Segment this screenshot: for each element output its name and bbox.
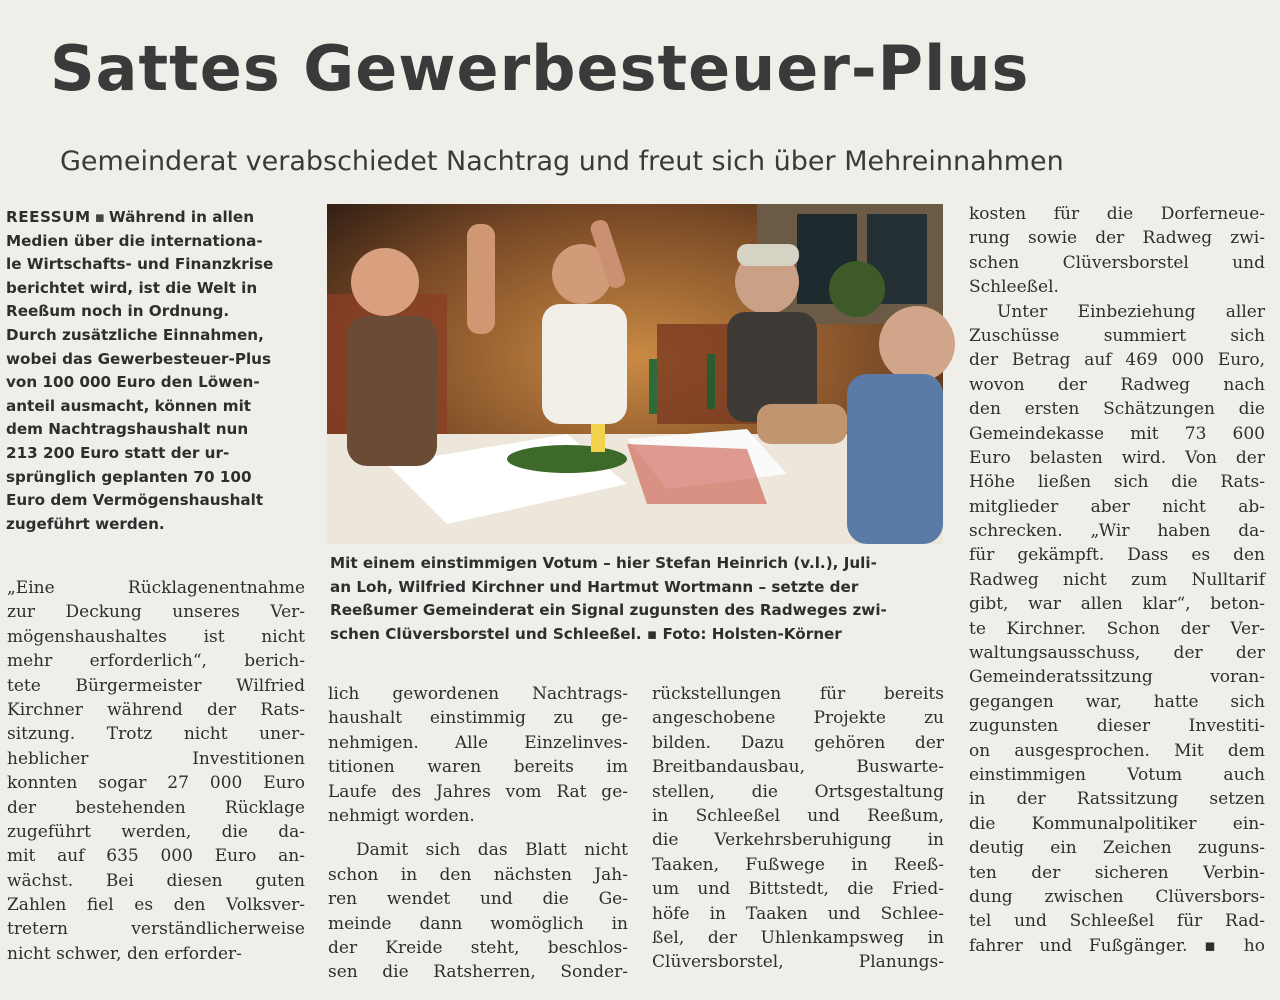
text-line: mehr erforderlich“, berich- [7, 651, 305, 672]
article-subheadline: Gemeinderat verabschiedet Nachtrag und freut sich über Mehreinnahmen [60, 146, 1064, 177]
text-line: mögenshaushaltes ist nicht [7, 626, 305, 647]
text-line: nicht schwer, den erforder- [7, 943, 242, 964]
text-line: höfe in Taaken und Schlee- [652, 903, 944, 924]
column-2-paragraph-2 [328, 838, 628, 984]
text-line: bilden. Dazu gehören der [652, 732, 944, 753]
text-line: Clüversborstel, Planungs- [652, 952, 944, 973]
column-4-paragraph-2 [969, 300, 1265, 959]
text-line: den ersten Schätzungen die [969, 399, 1265, 420]
paragraph-gap [328, 828, 628, 838]
text-line: titionen waren bereits im [328, 757, 628, 778]
text-line: an Loh, Wilfried Kirchner und Hartmut Wortmann – setzte der [330, 577, 859, 596]
text-line: der Betrag auf 469 000 Euro, [969, 350, 1265, 371]
text-line: konnten sogar 27 000 Euro [7, 773, 305, 794]
text-line: Höhe ließen sich die Rats- [969, 472, 1265, 493]
text-line: in Schleeßel und Reeßum, [652, 805, 944, 826]
text-line: berichtet wird, ist die Welt in [6, 278, 258, 297]
text-line: Medien über die internationa- [6, 231, 263, 250]
text-line: wobei das Gewerbesteuer-Plus [6, 349, 272, 368]
text-line: angeschobene Projekte zu [652, 708, 944, 729]
text-line: mit auf 635 000 Euro an- [7, 846, 305, 867]
text-line: Durch zusätzliche Einnahmen, [6, 325, 264, 344]
text-line: mitglieder aber nicht ab- [969, 496, 1265, 517]
text-line: schrecken. „Wir haben da- [969, 521, 1265, 542]
text-line: heblicher Investitionen [7, 748, 305, 769]
text-line: schon in den nächsten Jah- [328, 864, 628, 885]
column-1 [7, 576, 305, 966]
text-line: Euro belasten wird. Von der [969, 447, 1265, 468]
text-line: Schleeßel. [969, 277, 1059, 298]
text-line: kosten für die Dorferneue- [969, 204, 1265, 224]
lede-lines [6, 230, 310, 533]
text-line: Unter Einbeziehung aller [997, 301, 1265, 322]
text-line: nehmigt worden. [328, 805, 475, 826]
text-line: Zuschüsse summiert sich [969, 325, 1265, 346]
text-line: tete Bürgermeister Wilfried [7, 675, 305, 696]
text-line: lich gewordenen Nachtrags- [328, 684, 628, 704]
text-line: der Kreide steht, beschlos- [328, 937, 628, 958]
text-line: haushalt einstimmig zu ge- [328, 708, 628, 729]
text-line: zur Deckung unseres Ver- [7, 602, 305, 623]
dateline: REESSUM [6, 208, 91, 226]
column-4-paragraph-1 [969, 202, 1265, 300]
text-line: Mit einem einstimmigen Votum – hier Stefan Heinrich (v.l.), Juli- [330, 554, 877, 572]
text-line: le Wirtschafts- und Finanzkrise [6, 255, 274, 274]
text-line: zugunsten dieser Investiti- [969, 716, 1265, 737]
text-line: on ausgesprochen. Mit dem [969, 740, 1265, 761]
text-line: der bestehenden Rücklage [7, 797, 305, 818]
text-line: meinde dann womöglich in [328, 913, 628, 934]
text-line: für gekämpft. Dass es den [969, 545, 1265, 566]
text-line: sen die Ratsherren, Sonder- [328, 962, 628, 983]
article-lede [6, 206, 310, 533]
text-line: gibt, war allen klar“, beton- [969, 594, 1265, 615]
article-photo [327, 204, 943, 544]
text-line: von 100 000 Euro den Löwen- [6, 373, 260, 392]
column-2 [328, 682, 628, 985]
lede-first-line [6, 206, 310, 230]
text-line: Reeßum noch in Ordnung. [6, 302, 230, 321]
article-headline: Sattes Gewerbesteuer-Plus [50, 32, 1030, 105]
text-line: stellen, die Ortsgestaltung [652, 781, 944, 802]
text-line: Zahlen fiel es den Volksver- [7, 895, 305, 916]
text-line: rückstellungen für bereits [652, 684, 944, 704]
column-4 [969, 202, 1265, 958]
text-line: wächst. Bei diesen guten [7, 870, 305, 891]
separator-icon: ▪ [94, 208, 105, 226]
text-line: um und Bittstedt, die Fried- [652, 879, 944, 900]
text-line: zugeführt werden. [6, 514, 165, 533]
text-line: zugeführt werden, die da- [7, 821, 305, 842]
text-line: tel und Schleeßel für Rad- [969, 911, 1265, 932]
text-line: Taaken, Fußwege in Reeß- [652, 854, 944, 875]
text-line: ßel, der Uhlenkampsweg in [652, 927, 944, 948]
text-line: Euro dem Vermögenshaushalt [6, 491, 264, 510]
text-line: nehmigen. Alle Einzelinves- [328, 732, 628, 753]
text-line: Damit sich das Blatt nicht [356, 840, 628, 861]
text-line: schen Clüversborstel und Schleeßel. ▪ Foto: Holsten-Körner [330, 624, 842, 643]
text-line: rung sowie der Radweg zwi- [969, 228, 1265, 249]
column-3 [652, 682, 944, 975]
lede-first-text: Während in allen [108, 208, 255, 226]
photo-council-meeting [327, 204, 943, 544]
text-line: deutig ein Zeichen zuguns- [969, 838, 1265, 859]
text-line: fahrer und Fußgänger. ▪ ho [969, 935, 1265, 956]
text-line: „Eine Rücklagenentnahme [7, 578, 305, 598]
text-line: tretern verständlicherweise [7, 919, 305, 940]
text-line: sprünglich geplanten 70 100 [6, 467, 252, 486]
column-2-paragraph-1 [328, 682, 628, 828]
text-line: gegangen war, hatte sich [969, 691, 1265, 712]
text-line: in der Ratssitzung setzen [969, 789, 1265, 810]
text-line: ren wendet und die Ge- [328, 889, 628, 910]
text-line: Kirchner während der Rats- [7, 699, 305, 720]
text-line: waltungsausschuss, der der [969, 643, 1265, 664]
text-line: dung zwischen Clüversbors- [969, 886, 1265, 907]
text-line: Breitbandausbau, Buswarte- [652, 757, 944, 778]
text-line: Gemeindekasse mit 73 600 [969, 423, 1265, 444]
text-line: schen Clüversborstel und [969, 252, 1265, 273]
text-line: ten der sicheren Verbin- [969, 862, 1265, 883]
text-line: anteil ausmacht, können mit [6, 396, 252, 415]
text-line: 213 200 Euro statt der ur- [6, 443, 230, 462]
text-line: Laufe des Jahres vom Rat ge- [328, 781, 628, 802]
text-line: die Kommunalpolitiker ein- [969, 813, 1265, 834]
text-line: die Verkehrsberuhigung in [652, 830, 944, 851]
text-line: Reeßumer Gemeinderat ein Signal zugunsten des Radweges zwi- [330, 601, 887, 620]
photo-caption [330, 552, 942, 646]
text-line: Radweg nicht zum Nulltarif [969, 569, 1265, 590]
text-line: einstimmigen Votum auch [969, 764, 1265, 785]
text-line: dem Nachtragshaushalt nun [6, 420, 249, 439]
text-line: te Kirchner. Schon der Ver- [969, 618, 1265, 639]
text-line: wovon der Radweg nach [969, 374, 1265, 395]
text-line: Gemeinderatssitzung voran- [969, 667, 1265, 688]
text-line: sitzung. Trotz nicht uner- [7, 724, 305, 745]
